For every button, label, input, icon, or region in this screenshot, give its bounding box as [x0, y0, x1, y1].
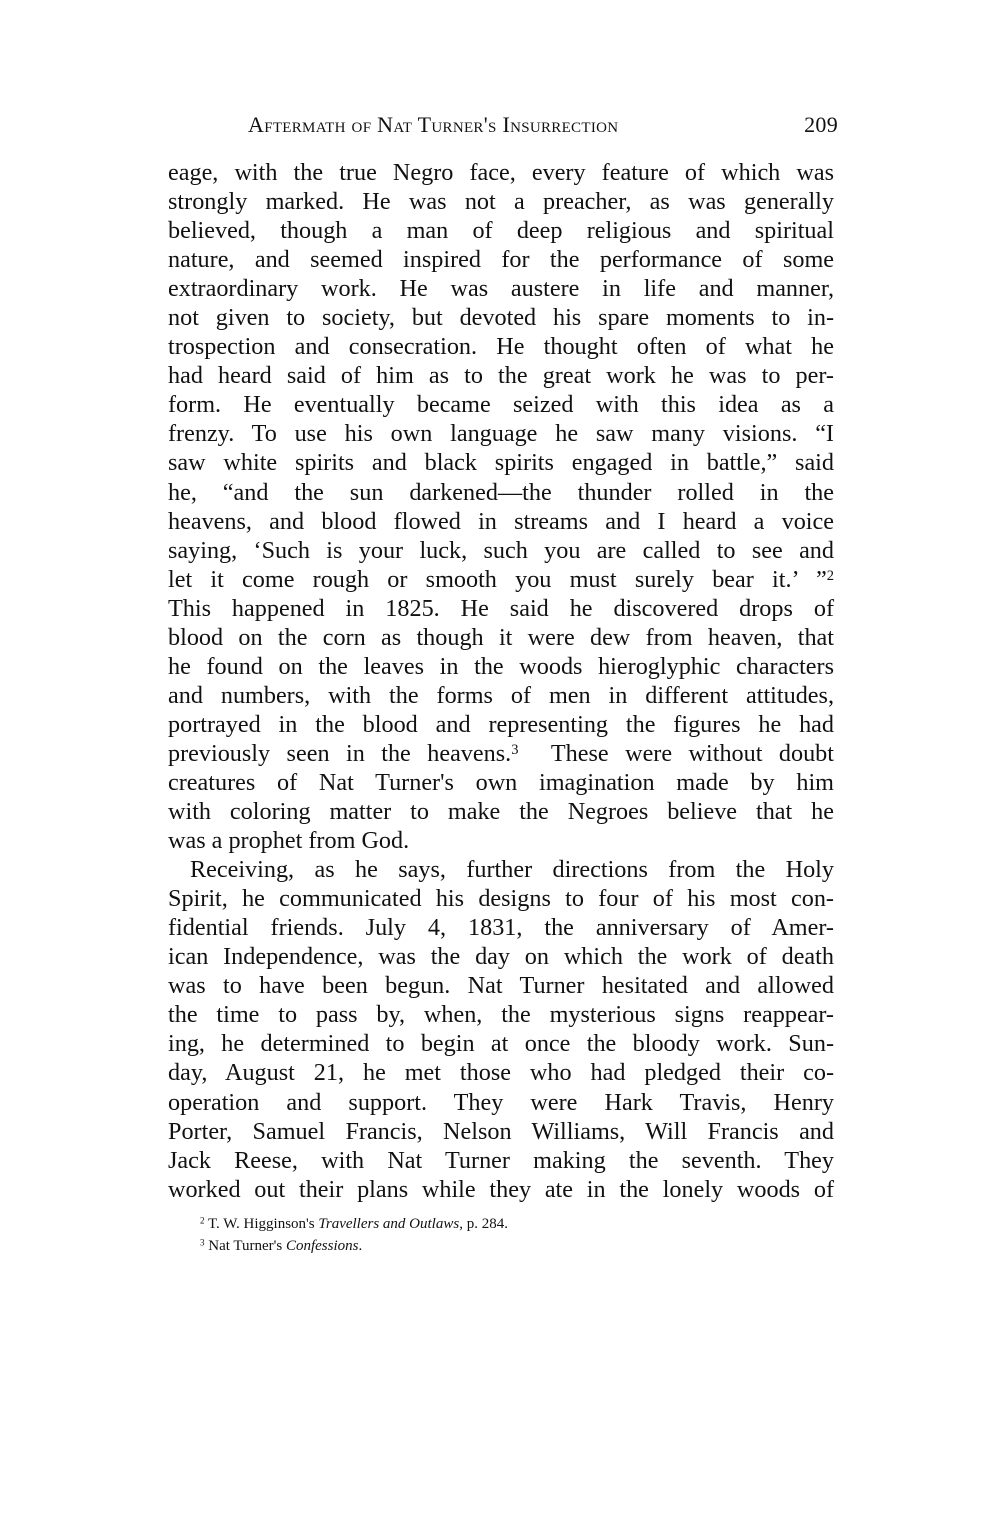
text-line: he, “and the sun darkened—the thunder rolled in the: [168, 478, 834, 506]
text-line: extraordinary work. He was austere in life and manner,: [168, 275, 834, 303]
text-line: heavens, and blood flowed in streams and I heard a voice: [168, 507, 834, 535]
footnote-text: T. W. Higginson's: [207, 1216, 319, 1232]
text-line: frenzy. To use his own language he saw many visions. “I: [168, 420, 834, 448]
text-line: was a prophet from God.: [168, 827, 410, 855]
text-line: had heard said of him as to the great work he was to per-: [168, 362, 834, 390]
text-line: strongly marked. He was not a preacher, as was generally: [168, 188, 834, 216]
text-line: saying, ‘Such is your luck, such you are called to see and: [168, 536, 834, 564]
text-line: blood on the corn as though it were dew from heaven, that: [168, 623, 834, 651]
text-line: not given to society, but devoted his spare moments to in-: [168, 304, 834, 332]
body-text: [168, 158, 834, 1204]
paragraph-start-line: Receiving, as he says, further directions from the Holy: [190, 856, 834, 884]
text-line: nature, and seemed inspired for the performance of some: [168, 246, 834, 274]
footnote-title: Travellers and Outlaws: [318, 1216, 460, 1232]
text-line: operation and support. They were Hark Travis, Henry: [168, 1088, 834, 1116]
text-line: ican Independence, was the day on which the work of death: [168, 943, 834, 971]
text-line: ing, he determined to begin at once the bloody work. Sun-: [168, 1030, 834, 1058]
text-line: saw white spirits and black spirits engaged in battle,” said: [168, 449, 834, 477]
footnote-text: .: [358, 1238, 363, 1254]
footnote-marker: 2: [200, 1215, 205, 1226]
line-text: let it come rough or smooth you must surely bear it.’ ”: [168, 565, 827, 593]
running-head: [248, 110, 838, 140]
text-line: eage, with the true Negro face, every feature of which was: [168, 159, 834, 186]
text-line: he found on the leaves in the woods hieroglyphic characters: [168, 652, 834, 680]
text-line: the time to pass by, when, the mysterious signs reappear-: [168, 1001, 834, 1029]
footnote-ref-2[interactable]: 2: [826, 567, 834, 584]
text-line: believed, though a man of deep religious and spiritual: [168, 217, 834, 245]
footnote-2: [200, 1213, 700, 1235]
footnote-ref-3[interactable]: 3: [511, 741, 519, 758]
text-line: form. He eventually became seized with this idea as a: [168, 391, 834, 419]
text-line: and numbers, with the forms of men in different attitudes,: [168, 681, 834, 709]
footnote-text: Nat Turner's: [208, 1238, 286, 1254]
text-line: fidential friends. July 4, 1831, the anniversary of Amer-: [168, 914, 834, 942]
text-line: Spirit, he communicated his designs to four of his most con-: [168, 885, 834, 913]
text-line-with-note: [168, 739, 834, 768]
line-text: previously seen in the heavens.: [168, 739, 512, 767]
text-line: creatures of Nat Turner's own imagination made by him: [168, 768, 834, 796]
footnote-marker: 3: [200, 1237, 205, 1248]
text-line: with coloring matter to make the Negroes believe that he: [168, 798, 834, 826]
text-line: Jack Reese, with Nat Turner making the seventh. They: [168, 1146, 834, 1174]
footnote-3: [200, 1235, 700, 1257]
text-line-with-note: [168, 565, 834, 594]
text-line: day, August 21, he met those who had pledged their co-: [168, 1059, 834, 1087]
footnote-title: Confessions: [285, 1238, 359, 1254]
text-line: worked out their plans while they ate in the lonely woods of: [168, 1175, 834, 1203]
text-line: portrayed in the blood and representing the figures he had: [168, 710, 834, 738]
text-line: Porter, Samuel Francis, Nelson Williams, Will Francis and: [168, 1117, 834, 1145]
line-text-continued: These were without doubt: [518, 739, 834, 767]
footnote-text: , p. 284.: [459, 1216, 508, 1232]
page-number: 209: [804, 112, 838, 137]
running-title: Aftermath of Nat Turner's Insurrection: [248, 112, 619, 137]
text-line: trospection and consecration. He thought often of what he: [168, 333, 834, 361]
footnotes: [200, 1213, 700, 1257]
text-line: was to have been begun. Nat Turner hesitated and allowed: [168, 972, 834, 1000]
text-line: This happened in 1825. He said he discovered drops of: [168, 594, 834, 622]
